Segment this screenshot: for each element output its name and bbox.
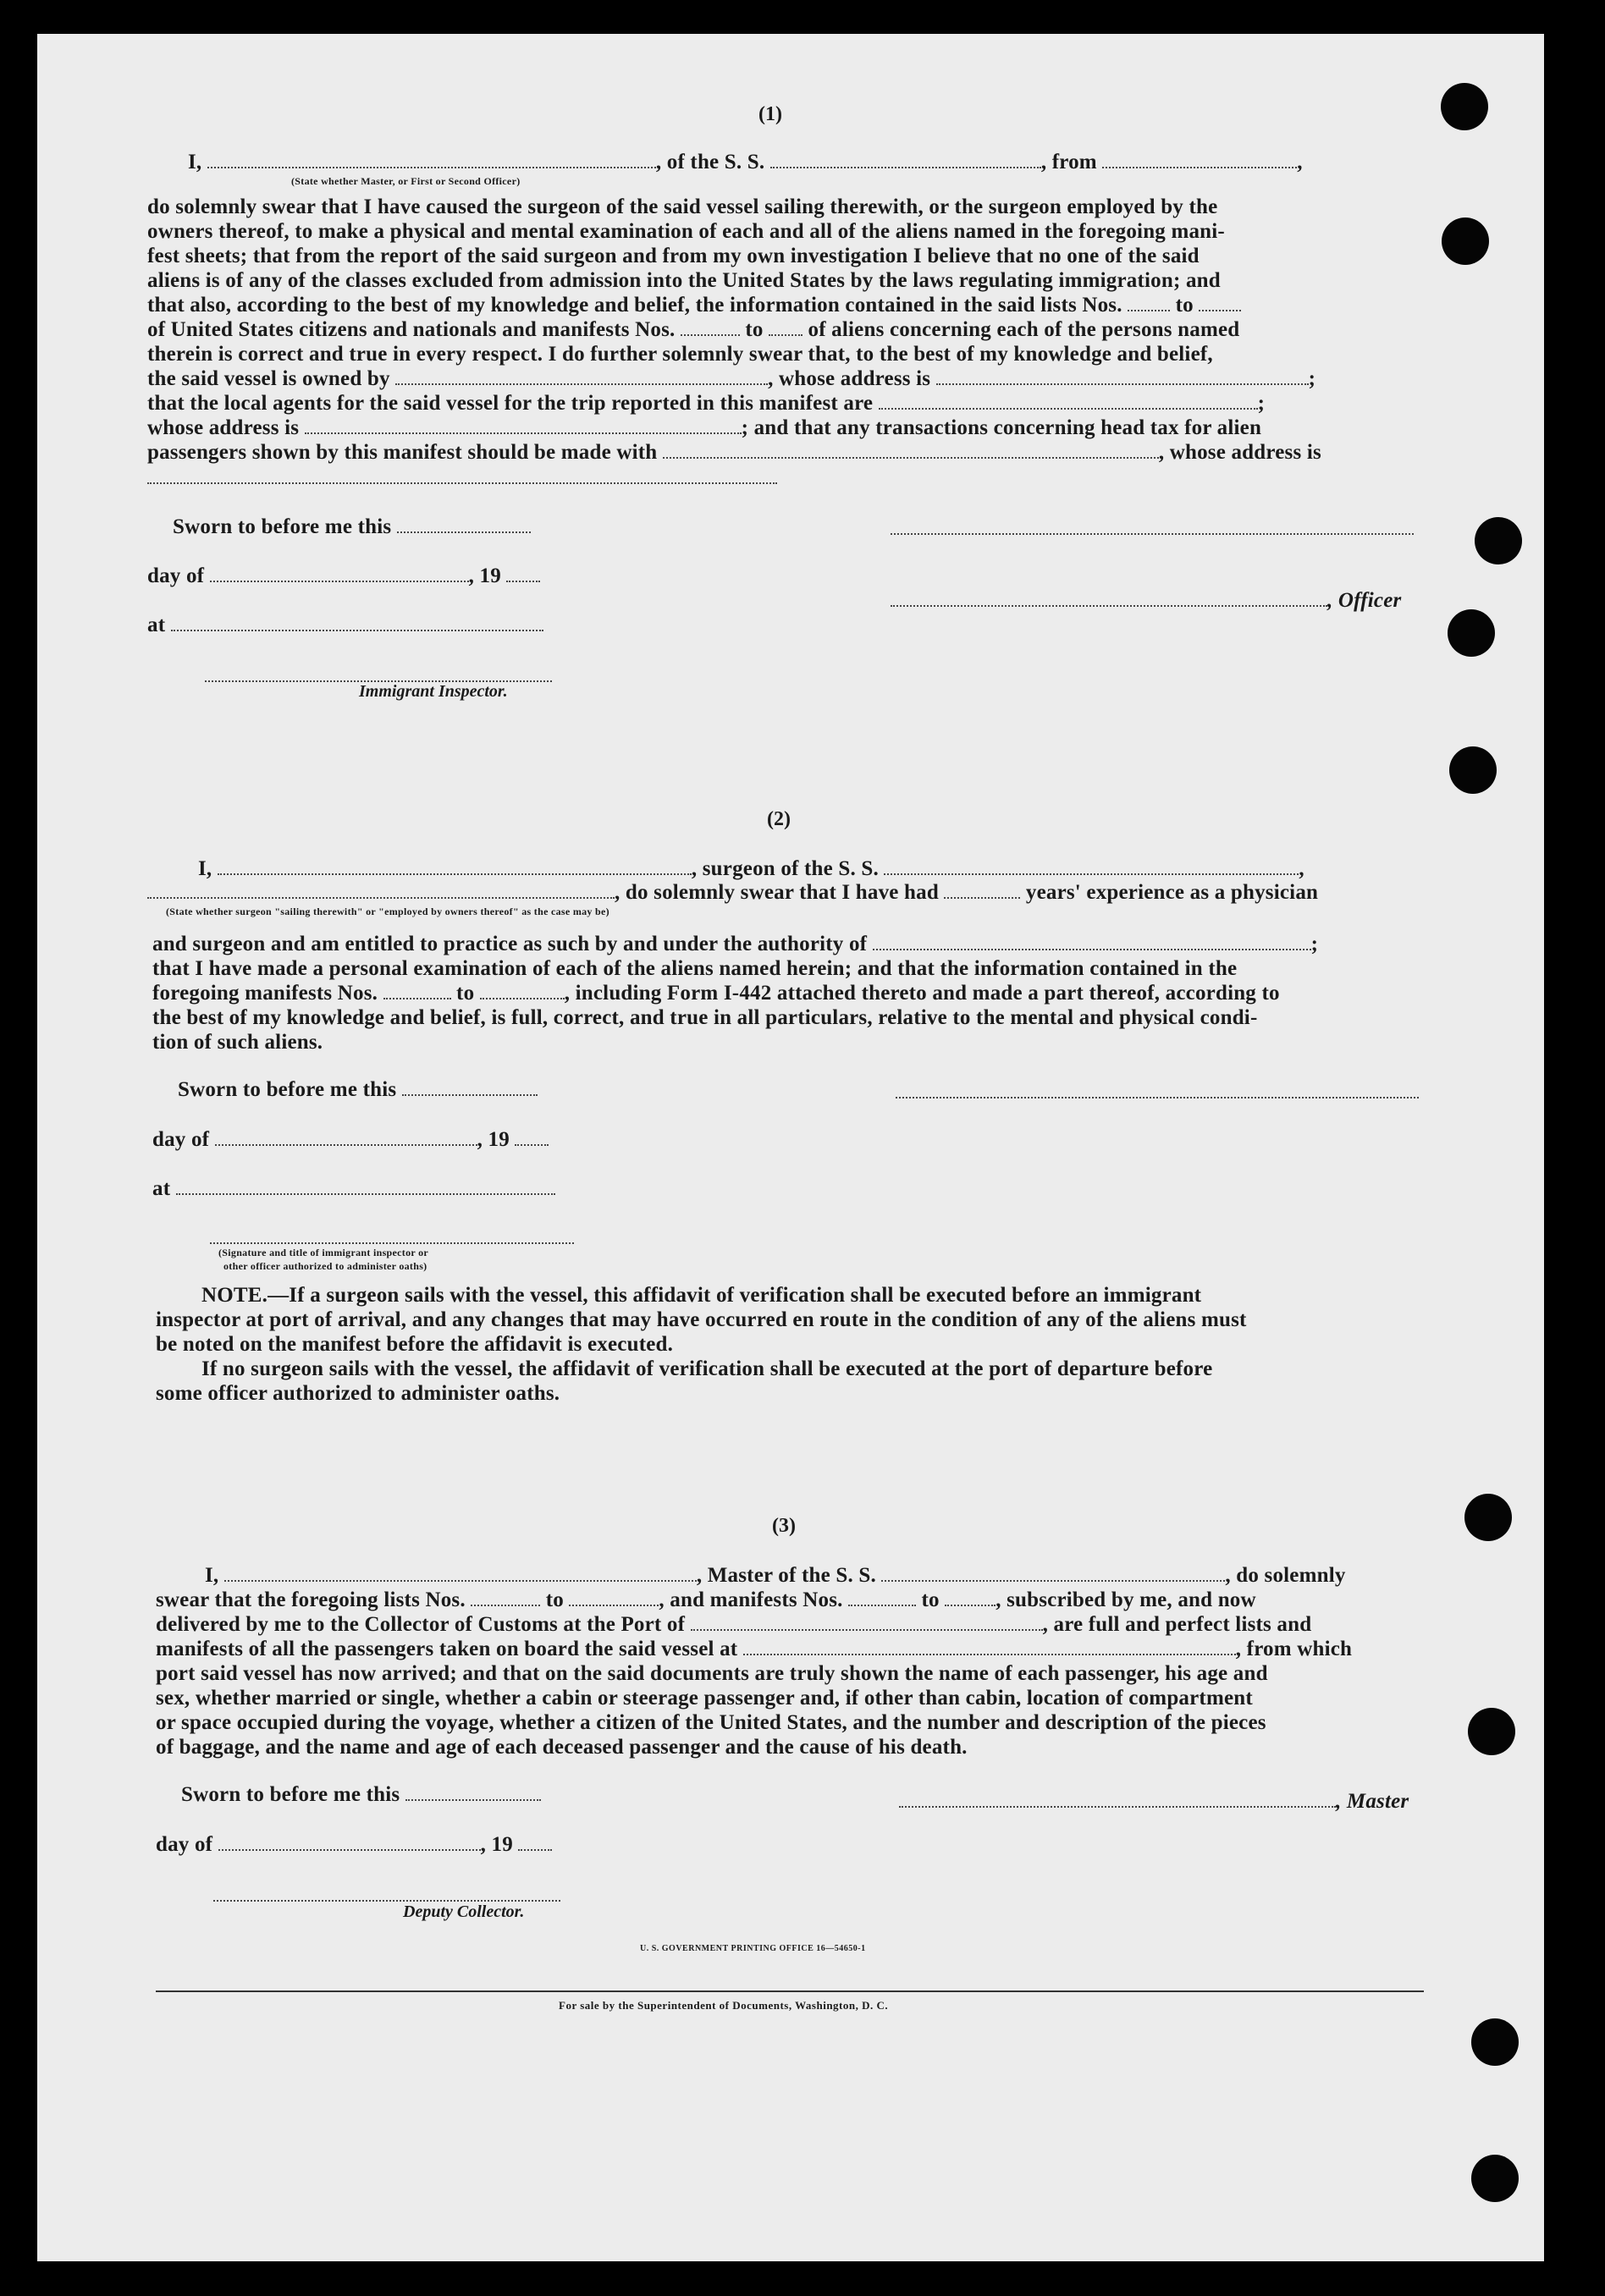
s1-officer-sig-line-1 xyxy=(891,533,1414,535)
s3-body-2: sex, whether married or single, whether a cabin or steerage passenger and, if other than cabin, location of compartment xyxy=(156,1687,1253,1710)
s3-master-line: , Master xyxy=(899,1789,1409,1814)
s1-officer-line: , Officer xyxy=(891,588,1401,614)
s3-line-3: delivered by me to the Collector of Customs at the Port of , are full and perfect lists and xyxy=(156,1613,1312,1636)
s1-at: at xyxy=(147,613,543,638)
s3-line-4: manifests of all the passengers taken on board the said vessel at , from which xyxy=(156,1638,1353,1660)
s2-note-3: be noted on the manifest before the affidavit is executed. xyxy=(156,1333,674,1356)
s2-note-1: NOTE.—If a surgeon sails with the vessel, this affidavit of verification shall be executed before an immigrant xyxy=(201,1284,1202,1307)
s2-line-1: I, , surgeon of the S. S. , xyxy=(198,857,1304,880)
s1-officer-note: (State whether Master, or First or Second Officer) xyxy=(291,175,521,187)
s2-sworn: Sworn to before me this xyxy=(178,1077,538,1103)
s3-collector-label: Deputy Collector. xyxy=(403,1902,525,1921)
s2-inspector-line xyxy=(210,1242,574,1244)
s2-at: at xyxy=(152,1176,555,1202)
s1-body-11: passengers shown by this manifest should be made with , whose address is xyxy=(147,441,1321,464)
s1-day-of: day of , 19 xyxy=(147,564,540,589)
s3-body-3: or space occupied during the voyage, whether a citizen of the United States, and the number and description of the pieces xyxy=(156,1711,1266,1734)
section-2-heading: (2) xyxy=(767,808,791,830)
s2-line-3: and surgeon and am entitled to practice as such by and under the authority of ; xyxy=(152,933,1319,955)
s2-note-4: If no surgeon sails with the vessel, the affidavit of verification shall be executed at the port of departure before xyxy=(201,1357,1213,1380)
section-1-heading: (1) xyxy=(758,103,782,125)
s1-body-10: whose address is ; and that any transactions concerning head tax for alien xyxy=(147,416,1262,439)
s2-sig-note-1: (Signature and title of immigrant inspector or xyxy=(218,1247,429,1258)
punch-hole xyxy=(1442,217,1489,265)
s3-day-of: day of , 19 xyxy=(156,1832,552,1858)
s2-signature-line xyxy=(896,1097,1419,1098)
punch-hole xyxy=(1441,83,1488,130)
gpo-imprint: U. S. GOVERNMENT PRINTING OFFICE 16—54650-1 xyxy=(640,1944,866,1953)
s3-body-4: of baggage, and the name and age of each deceased passenger and the cause of his death. xyxy=(156,1736,968,1759)
s2-sig-note-2: other officer authorized to administer oaths) xyxy=(223,1260,427,1272)
s1-inspector-label: Immigrant Inspector. xyxy=(359,682,508,701)
s3-collector-line xyxy=(213,1900,560,1902)
footer-rule xyxy=(156,1990,1424,1992)
punch-hole xyxy=(1471,2155,1519,2202)
s1-body-8: the said vessel is owned by , whose address is ; xyxy=(147,367,1316,390)
punch-hole xyxy=(1448,609,1495,657)
s1-body-3: fest sheets; that from the report of the said surgeon and from my own investigation I believe that no one of the said xyxy=(147,245,1200,267)
s1-body-4: aliens is of any of the classes excluded from admission into the United States by the laws regulating immigration; and xyxy=(147,269,1221,292)
s1-body-1: do solemnly swear that I have caused the surgeon of the said vessel sailing therewith, or the surgeon employed by the xyxy=(147,195,1218,218)
s3-body-1: port said vessel has now arrived; and that on the said documents are truly shown the name of each passenger, his age and xyxy=(156,1662,1268,1685)
sale-notice: For sale by the Superintendent of Documents, Washington, D. C. xyxy=(559,1999,889,2012)
s1-sworn: Sworn to before me this xyxy=(173,515,531,540)
punch-hole xyxy=(1464,1494,1512,1541)
s1-body-2: owners thereof, to make a physical and mental examination of each and all of the aliens named in the foregoing mani- xyxy=(147,220,1225,243)
s2-line-2: , do solemnly swear that I have had years' experience as a physician xyxy=(147,880,1318,906)
s2-note-2: inspector at port of arrival, and any changes that may have occurred en route in the condition of any of the aliens must xyxy=(156,1308,1247,1331)
s1-body-6: of United States citizens and nationals and manifests Nos. to of aliens concerning each of the persons named xyxy=(147,318,1240,341)
s1-body-5: that also, according to the best of my knowledge and belief, the information contained in the said lists Nos. to xyxy=(147,293,1241,318)
s2-note-5: some officer authorized to administer oaths. xyxy=(156,1382,560,1405)
s1-body-9: that the local agents for the said vessel for the trip reported in this manifest are ; xyxy=(147,392,1266,415)
punch-hole xyxy=(1468,1708,1515,1755)
s2-day-of: day of , 19 xyxy=(152,1127,549,1153)
punch-hole xyxy=(1471,2018,1519,2066)
punch-hole xyxy=(1475,517,1522,564)
punch-hole xyxy=(1449,746,1497,794)
s2-line-5: foregoing manifests Nos. to , including Form I-442 attached thereto and made a part thereof, according to xyxy=(152,982,1280,1005)
s2-surgeon-note: (State whether surgeon "sailing therewith" or "employed by owners thereof" as the case may be) xyxy=(166,906,609,917)
s2-line-4: that I have made a personal examination of each of the aliens named herein; and that the information contained in the xyxy=(152,957,1238,980)
s3-line-1: I, , Master of the S. S. , do solemnly xyxy=(205,1564,1346,1587)
s3-sworn: Sworn to before me this xyxy=(181,1782,541,1808)
s1-line-1: I, , of the S. S. , from , xyxy=(188,151,1303,173)
s2-line-6: the best of my knowledge and belief, is full, correct, and true in all particulars, relative to the mental and physical condi- xyxy=(152,1006,1258,1029)
s2-line-7: tion of such aliens. xyxy=(152,1031,323,1054)
s1-body-7: therein is correct and true in every respect. I do further solemnly swear that, to the best of my knowledge and belief, xyxy=(147,343,1213,366)
s3-line-2: swear that the foregoing lists Nos. to , and manifests Nos. to , subscribed by me, and now xyxy=(156,1588,1256,1611)
section-3-heading: (3) xyxy=(772,1515,796,1537)
s1-address-line xyxy=(147,482,777,484)
